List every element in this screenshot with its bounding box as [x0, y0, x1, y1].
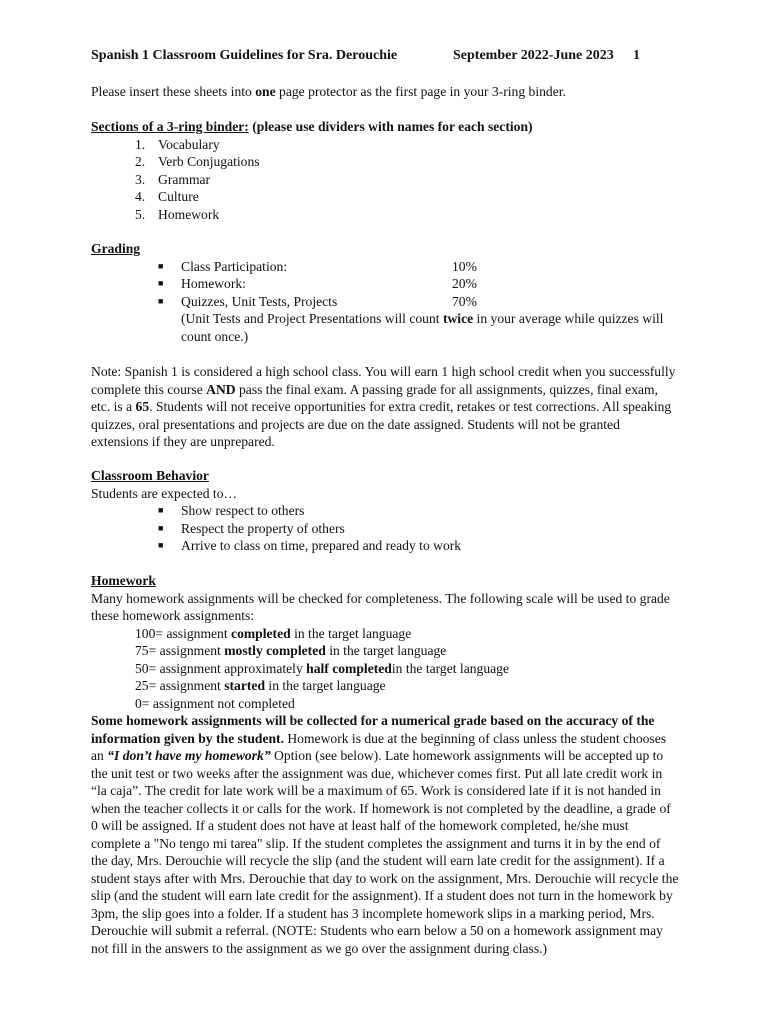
grading-item	[91, 258, 679, 276]
list-number: 1.	[135, 136, 146, 152]
grading-note-text-end: in your average while quizzes will count once.)	[181, 311, 664, 344]
grading-note-bold: twice	[442, 311, 474, 326]
grading-note	[91, 310, 679, 345]
homework-heading: Homework	[91, 573, 156, 588]
note-bold-and: AND	[206, 381, 236, 397]
list-item	[91, 171, 679, 189]
list-number: 3.	[135, 171, 146, 187]
list-label: Culture	[158, 189, 199, 204]
scale-text-end: in the target language	[325, 643, 447, 658]
scale-text: 0= assignment not completed	[135, 695, 295, 711]
note-text: Note: Spanish 1 is considered a high school class. You will earn 1 high school credit when you successfully complete this course	[91, 364, 676, 397]
intro-paragraph	[91, 83, 679, 101]
scale-text-end: in the target language	[391, 660, 509, 676]
grading-item	[91, 293, 679, 311]
scale-row	[91, 677, 679, 695]
binder-sections	[91, 118, 679, 223]
list-number: 5.	[135, 206, 146, 222]
square-bullet-icon: ■	[158, 260, 164, 271]
scale-row	[91, 642, 679, 660]
behavior-label: Show respect to others	[181, 503, 305, 518]
list-label: Verb Conjugations	[158, 154, 260, 169]
homework-policy	[91, 712, 679, 957]
behavior-heading: Classroom Behavior	[91, 468, 209, 483]
section-subheading: (please use dividers with names for each section)	[248, 119, 533, 134]
note-text: . Students will not receive opportunities for extra credit, retakes or test corrections. All speaking quizzes, oral presentations and projects are due on the date assigned. Students will not be granted extensions if they are unprepared.	[91, 399, 672, 449]
scale-text-end: in the target language	[265, 678, 386, 693]
scale-row	[91, 625, 679, 643]
behavior-item	[91, 520, 679, 538]
scale-row	[91, 660, 679, 678]
scale-bold: completed	[231, 625, 291, 641]
scale-text: 50= assignment approximately	[135, 660, 307, 676]
homework-intro: Many homework assignments will be checked for completeness. The following scale will be used to grade these homework assignments:	[91, 590, 670, 623]
scale-text: 75= assignment	[135, 643, 225, 658]
behavior-item	[91, 502, 679, 520]
scale-bold: started	[224, 678, 266, 693]
grading-percent: 20%	[452, 276, 477, 291]
behavior-intro: Students are expected to…	[91, 485, 238, 501]
scale-text: 100= assignment	[135, 625, 232, 641]
intro-text: Please insert these sheets into	[91, 84, 256, 99]
scale-bold: half completed	[306, 660, 392, 676]
list-label: Grammar	[158, 171, 211, 187]
behavior-item	[91, 537, 679, 555]
list-number: 4.	[135, 189, 146, 204]
scale-bold: mostly completed	[224, 643, 326, 658]
grading-section	[91, 240, 679, 345]
list-label: Homework	[158, 206, 220, 222]
list-item	[91, 188, 679, 206]
intro-text-end: page protector as the first page in your 3-ring binder.	[275, 84, 566, 99]
list-item	[91, 206, 679, 224]
homework-text-end: Option (see below). Late homework assignments will be accepted up to the unit test or two weeks after the assignment was due, whichever comes first. Put all late credit work in “la caja”. The credit for late work will be a maximum of 65. Work is considered late if it is not handed in when the teacher collects it or calls for the work. If homework is not completed by the deadline, a grade of 0 will be assigned. If a student does not have at least half of the homework completed, he/she must complete a "No tengo mi tarea" slip. If the student completes the assignment and turns it in by the end of the day, Mrs. Derouchie will recycle the slip (and the student will earn late credit for the assignment). If a student stays after with Mrs. Derouchie that day to work on the assignment, Mrs. Derouchie will recycle the slip (and the student will earn late credit for the assignment). If a student does not turn in the homework by 3pm, the slip goes into a folder. If a student has 3 incomplete homework slips in a marking period, Mrs. Derouchie will submit a referral. (NOTE: Students who earn below a 50 on a homework assignment may not fill in the answers to the assignment as we go over the assignment during class.)	[91, 748, 679, 956]
note-bold-score: 65	[135, 399, 150, 414]
grading-item	[91, 275, 679, 293]
grading-label: Homework:	[181, 276, 246, 291]
scale-row	[91, 695, 679, 713]
grading-heading: Grading	[91, 241, 141, 256]
homework-option-quote: “I don’t have my homework”	[107, 748, 271, 763]
intro-bold: one	[255, 84, 276, 99]
scale-text-end: in the target language	[290, 625, 412, 641]
binder-sections-list	[91, 136, 679, 224]
square-bullet-icon: ■	[158, 295, 164, 306]
grading-percent: 10%	[452, 258, 477, 274]
page-number: 1	[633, 48, 640, 63]
square-bullet-icon: ■	[158, 540, 164, 550]
scale-text: 25= assignment	[135, 678, 225, 693]
list-item	[91, 136, 679, 154]
behavior-section	[91, 467, 679, 555]
list-item	[91, 153, 679, 171]
square-bullet-icon: ■	[158, 505, 164, 515]
behavior-label: Respect the property of others	[181, 520, 345, 536]
header-title: Spanish 1 Classroom Guidelines for Sra. Derouchie	[91, 48, 398, 63]
binder-sections-heading	[91, 118, 679, 136]
square-bullet-icon: ■	[158, 278, 164, 288]
grading-label: Quizzes, Unit Tests, Projects	[181, 293, 338, 309]
grading-list	[91, 258, 679, 311]
section-heading: Sections of a 3-ring binder:	[91, 119, 249, 134]
header-date-range: September 2022-June 2023	[453, 48, 614, 63]
homework-scale	[91, 625, 679, 713]
behavior-list	[91, 502, 679, 555]
note-paragraph	[91, 363, 679, 451]
list-number: 2.	[135, 154, 146, 169]
homework-bold-lead: Some homework assignments will be collected for a numerical grade based on the accuracy of the information given by the student.	[91, 713, 655, 746]
square-bullet-icon: ■	[158, 522, 164, 533]
grading-note-text: (Unit Tests and Project Presentations will count	[181, 311, 443, 326]
behavior-label: Arrive to class on time, prepared and ready to work	[181, 538, 462, 553]
grading-label: Class Participation:	[181, 258, 288, 274]
list-label: Vocabulary	[158, 136, 220, 152]
homework-text: Homework is due at the beginning of class unless the student chooses an	[91, 730, 667, 763]
note-text: pass the final exam. A passing grade for all assignments, quizzes, final exam, etc. is a	[91, 381, 659, 414]
homework-section	[91, 572, 679, 957]
grading-percent: 70%	[452, 293, 477, 309]
